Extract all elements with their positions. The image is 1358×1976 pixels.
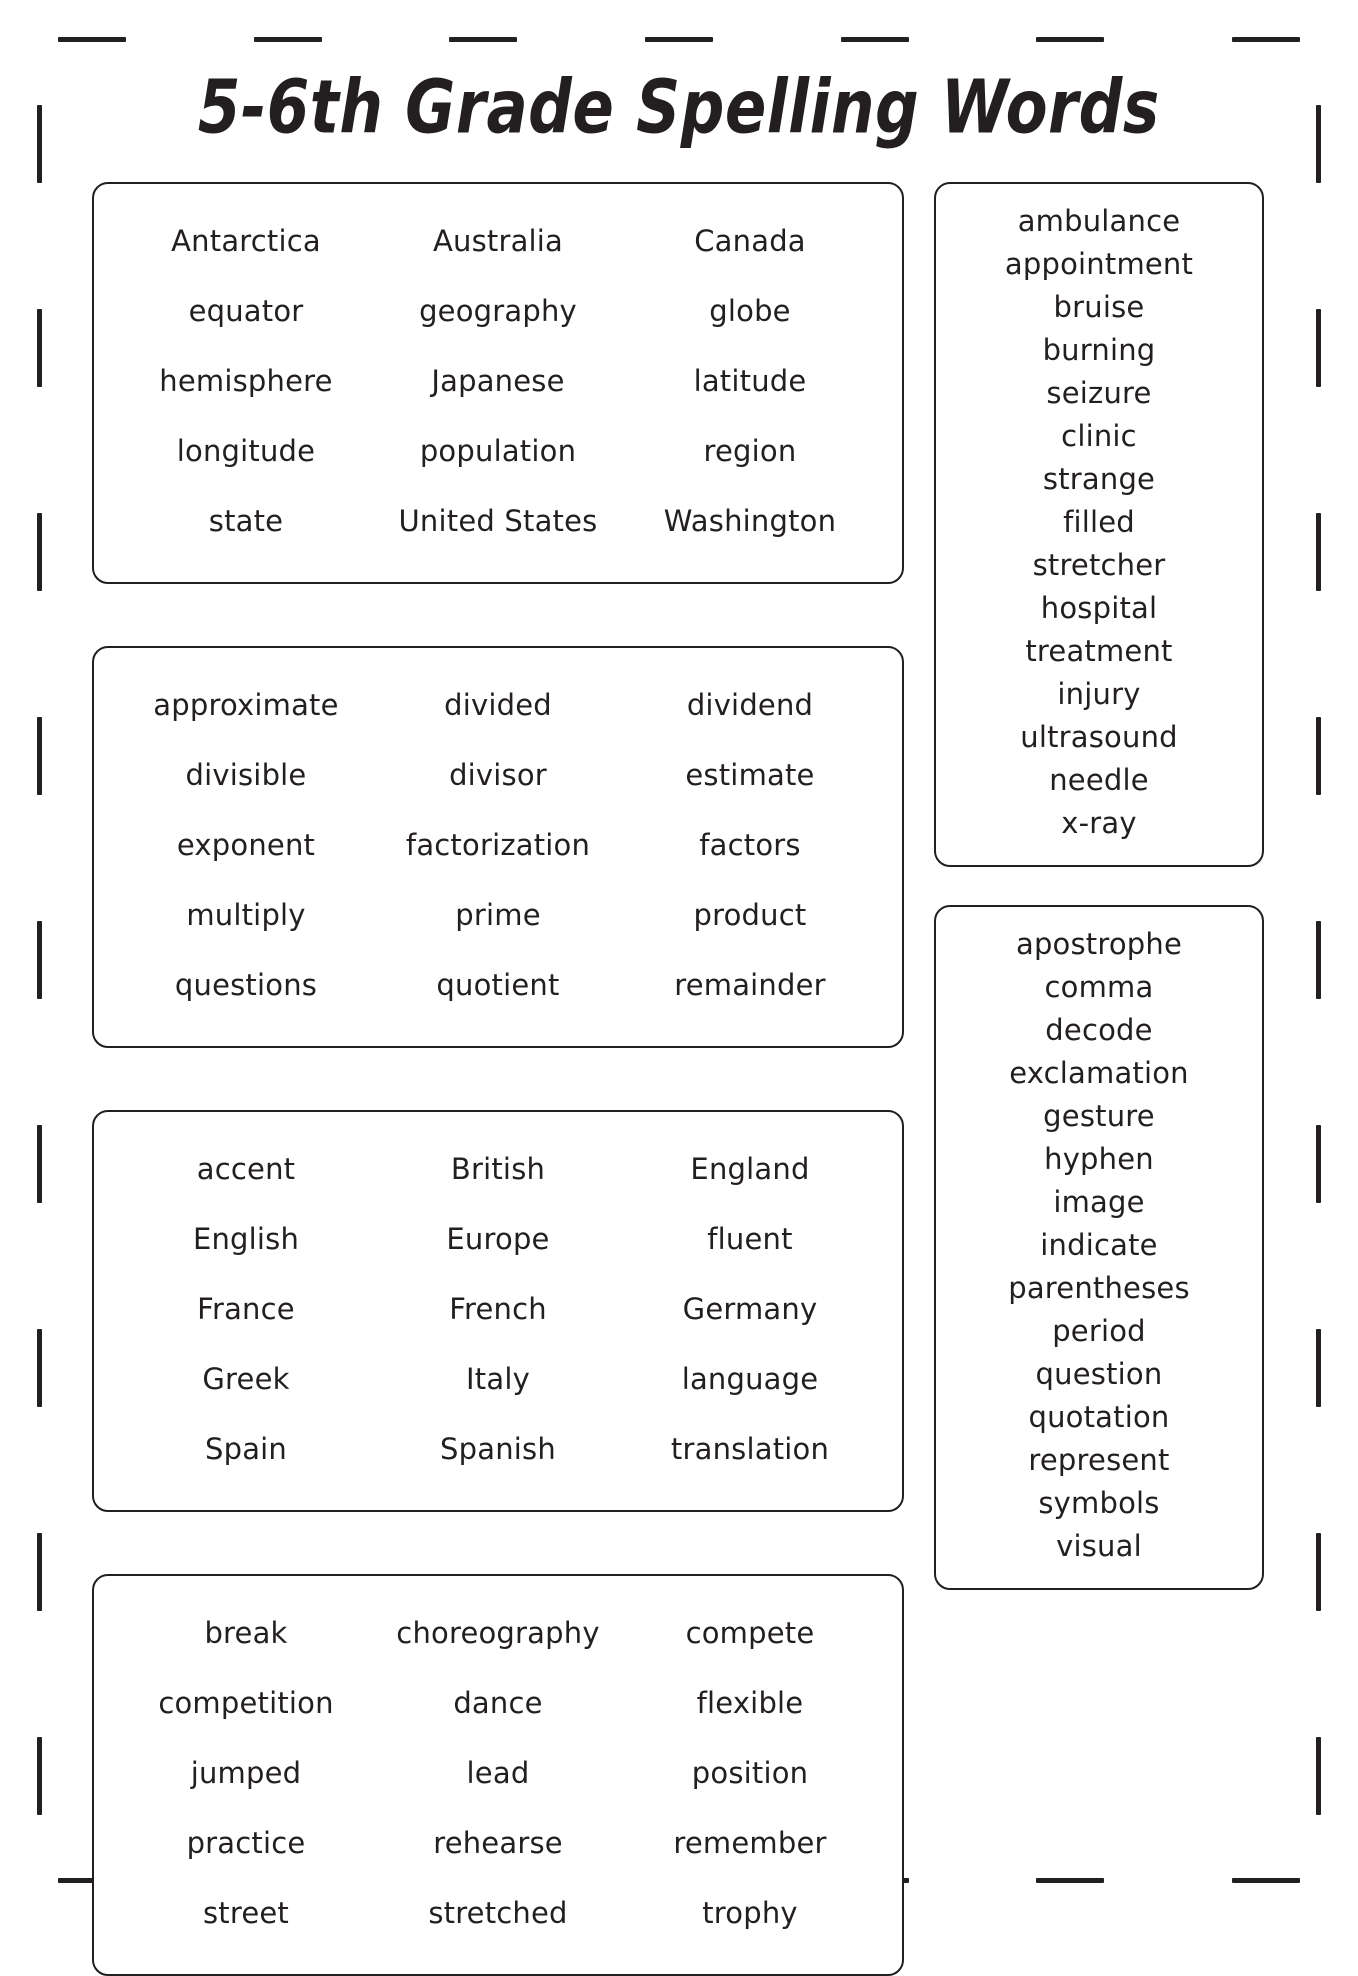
spelling-word: flexible [696,1686,804,1720]
spelling-word: indicate [1040,1228,1158,1262]
spelling-word: seizure [1046,376,1152,410]
spelling-word: injury [1057,677,1141,711]
spelling-word: treatment [1025,634,1173,668]
spelling-word: divided [444,688,552,722]
math-words-box [92,646,904,1048]
border-dash-right [1316,1533,1321,1611]
spelling-word: United States [398,504,598,538]
spelling-word: longitude [176,434,316,468]
spelling-word: stretched [428,1896,568,1930]
spelling-word: Washington [663,504,837,538]
border-dash-left [37,513,42,591]
border-dash-top [254,37,322,42]
spelling-word: apostrophe [1015,927,1183,961]
border-dash-top [841,37,909,42]
spelling-word: region [703,434,797,468]
spelling-word: equator [188,294,304,328]
spelling-word: England [690,1152,810,1186]
spelling-word: decode [1045,1013,1153,1047]
spelling-word: France [197,1292,295,1326]
spelling-word: stretcher [1032,548,1166,582]
spelling-word: French [449,1292,547,1326]
word-row [120,1808,876,1878]
punctuation-words-box [934,905,1264,1590]
spelling-word: Europe [446,1222,550,1256]
spelling-word: accent [196,1152,296,1186]
spelling-word: language [681,1362,819,1396]
spelling-word: x-ray [1061,806,1137,840]
word-row [120,1344,876,1414]
word-row [120,810,876,880]
spelling-word: remember [673,1826,827,1860]
page-title-container [0,64,1358,151]
spelling-word: Canada [694,224,806,258]
spelling-word: appointment [1004,247,1194,281]
border-dash-left [37,309,42,387]
border-dash-right [1316,921,1321,999]
spelling-word: competition [158,1686,334,1720]
spelling-word: factorization [405,828,591,862]
word-row [120,740,876,810]
spelling-word: latitude [693,364,807,398]
word-row [120,276,876,346]
spelling-word: gesture [1043,1099,1155,1133]
spelling-word: clinic [1061,419,1137,453]
spelling-word: burning [1042,333,1156,367]
spelling-word: Italy [466,1362,530,1396]
spelling-word: practice [186,1826,306,1860]
spelling-word: divisible [185,758,307,792]
word-row [120,486,876,556]
spelling-word: bruise [1053,290,1145,324]
border-dash-left [37,1329,42,1407]
spelling-word: exponent [176,828,316,862]
spelling-word: dance [453,1686,543,1720]
spelling-word: globe [709,294,791,328]
border-dash-top [645,37,713,42]
spelling-word: state [208,504,284,538]
spelling-word: symbols [1038,1486,1160,1520]
border-dash-left [37,717,42,795]
word-row [120,880,876,950]
word-row [120,1598,876,1668]
spelling-word: jumped [190,1756,302,1790]
spelling-word: British [450,1152,546,1186]
spelling-word: trophy [702,1896,798,1930]
spelling-word: approximate [153,688,339,722]
spelling-word: Antarctica [171,224,321,258]
border-dash-right [1316,1125,1321,1203]
border-dash-top [1036,37,1104,42]
word-row [120,1668,876,1738]
spelling-word: parentheses [1008,1271,1190,1305]
spelling-word: Greek [202,1362,290,1396]
word-row [120,346,876,416]
border-dash-right [1316,1329,1321,1407]
word-row [120,206,876,276]
spelling-word: product [693,898,807,932]
word-row [120,1274,876,1344]
spelling-word: strange [1042,462,1156,496]
spelling-word: Spanish [440,1432,556,1466]
word-row [120,950,876,1020]
spelling-word: factors [699,828,801,862]
spelling-word: image [1053,1185,1145,1219]
spelling-word: filled [1063,505,1135,539]
spelling-word: rehearse [433,1826,563,1860]
spelling-word: represent [1028,1443,1170,1477]
border-dash-top [58,37,126,42]
language-words-box [92,1110,904,1512]
spelling-word: Japanese [431,364,565,398]
border-dash-right [1316,513,1321,591]
spelling-word: comma [1044,970,1154,1004]
page-title: 5-6th Grade Spelling Words [198,64,1160,151]
spelling-word: questions [174,968,318,1002]
spelling-word: street [202,1896,290,1930]
spelling-word: divisor [449,758,547,792]
spelling-word: period [1052,1314,1146,1348]
border-dash-right [1316,717,1321,795]
spelling-word: population [419,434,577,468]
spelling-word: translation [670,1432,830,1466]
word-row [120,1414,876,1484]
border-dash-top [449,37,517,42]
spelling-word: break [204,1616,288,1650]
spelling-word: quotient [436,968,560,1002]
spelling-word: lead [466,1756,530,1790]
spelling-word: choreography [396,1616,600,1650]
word-row [120,1134,876,1204]
spelling-word: estimate [685,758,815,792]
border-dash-top [1232,37,1300,42]
border-dash-left [37,921,42,999]
word-row [120,416,876,486]
spelling-word: fluent [707,1222,793,1256]
word-row [120,670,876,740]
worksheet-content [92,182,1266,1976]
spelling-word: Spain [204,1432,288,1466]
word-row [120,1204,876,1274]
border-dash-left [37,1533,42,1611]
medical-words-box [934,182,1264,867]
spelling-word: Germany [682,1292,818,1326]
spelling-word: geography [419,294,577,328]
spelling-word: hemisphere [159,364,333,398]
left-column [92,182,904,1976]
spelling-word: needle [1049,763,1149,797]
spelling-word: English [192,1222,300,1256]
spelling-word: remainder [674,968,826,1002]
spelling-word: Australia [432,224,564,258]
spelling-word: ambulance [1017,204,1181,238]
spelling-word: position [691,1756,809,1790]
spelling-word: ultrasound [1020,720,1178,754]
dance-words-box [92,1574,904,1976]
spelling-word: visual [1056,1529,1142,1563]
border-dash-right [1316,309,1321,387]
spelling-word: hospital [1040,591,1158,625]
spelling-word: dividend [686,688,814,722]
spelling-word: exclamation [1009,1056,1189,1090]
right-column [934,182,1264,1590]
spelling-word: compete [685,1616,815,1650]
border-dash-left [37,1737,42,1815]
border-dash-right [1316,1737,1321,1815]
spelling-word: prime [455,898,541,932]
word-row [120,1878,876,1948]
word-row [120,1738,876,1808]
spelling-word: question [1035,1357,1163,1391]
border-dash-left [37,1125,42,1203]
geography-words-box [92,182,904,584]
spelling-word: hyphen [1044,1142,1154,1176]
spelling-word: multiply [186,898,306,932]
spelling-word: quotation [1028,1400,1170,1434]
